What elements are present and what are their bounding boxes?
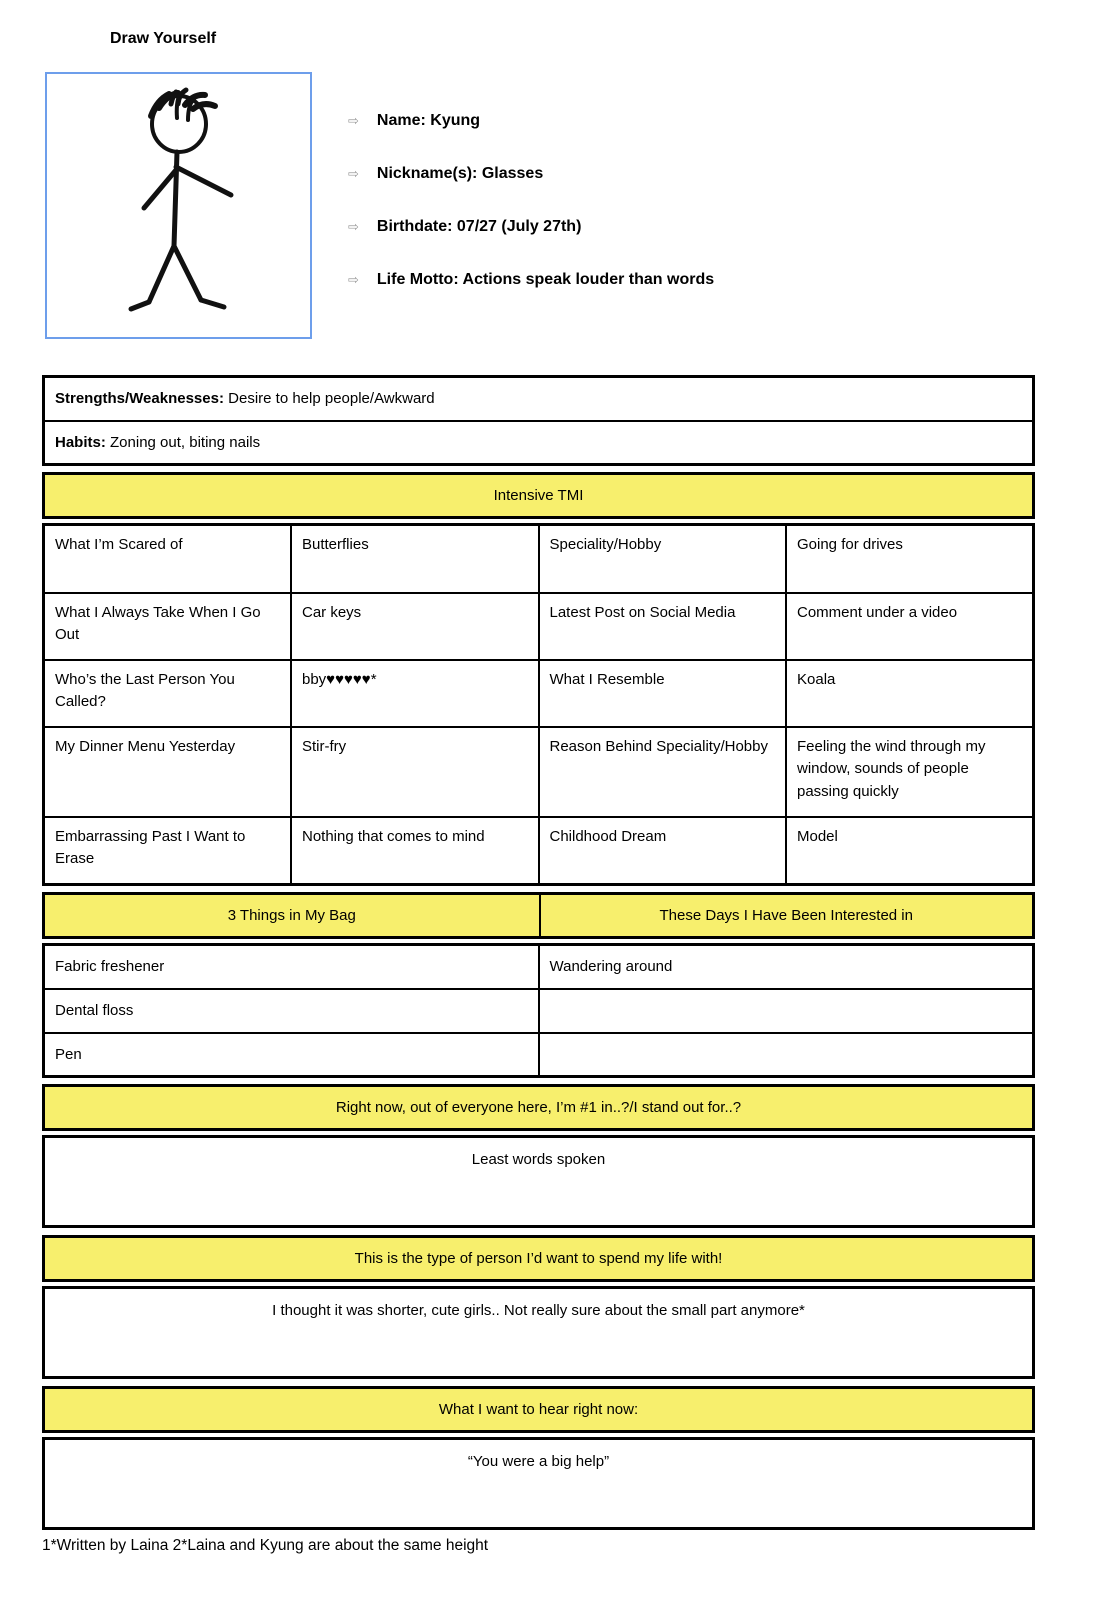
answer-want-to-hear: “You were a big help” — [42, 1437, 1035, 1530]
tmi-answer-cell: Koala — [786, 660, 1034, 727]
traits-value: Zoning out, biting nails — [110, 433, 261, 451]
interest-item-cell: Wandering around — [539, 945, 1034, 989]
table-row — [44, 525, 1034, 593]
section-header-bag-interests — [42, 892, 1035, 939]
header-section — [42, 72, 1114, 339]
footnote: 1*Written by Laina 2*Laina and Kyung are about the same height — [42, 1537, 489, 1554]
identity-text: Nickname(s): Glasses — [376, 165, 544, 182]
section-header-number-one: Right now, out of everyone here, I’m #1 in..?/I stand out for..? — [42, 1084, 1035, 1131]
table-row — [44, 1033, 1034, 1077]
identity-text: Birthdate: 07/27 (July 27th) — [376, 218, 582, 235]
table-row — [44, 660, 1034, 727]
section-header-life-partner: This is the type of person I’d want to spend my life with! — [42, 1235, 1035, 1282]
arrow-bullet-icon: ⇨ — [348, 113, 359, 129]
tmi-answer-cell: bby♥♥♥♥♥* — [291, 660, 539, 727]
arrow-bullet-icon: ⇨ — [348, 219, 359, 235]
table-row — [44, 421, 1034, 465]
traits-label: Habits: — [55, 433, 106, 451]
page-title: Draw Yourself — [110, 30, 217, 47]
tmi-question-cell: What I’m Scared of — [44, 525, 292, 593]
table-row — [44, 945, 1034, 989]
tmi-answer-cell: Model — [786, 817, 1034, 885]
stick-figure-drawing — [47, 74, 310, 337]
interest-item-cell — [539, 1033, 1034, 1077]
traits-label: Strengths/Weaknesses: — [55, 390, 224, 408]
tmi-question-cell: What I Resemble — [539, 660, 787, 727]
form-body — [42, 375, 1035, 1555]
self-portrait-box — [45, 72, 312, 339]
identity-item-birthdate — [348, 218, 714, 236]
interest-item-cell — [539, 989, 1034, 1033]
section-header-interests: These Days I Have Been Interested in — [539, 895, 1033, 936]
identity-list — [348, 112, 714, 339]
tmi-question-cell: Embarrassing Past I Want to Erase — [44, 817, 292, 885]
table-row — [44, 989, 1034, 1033]
bag-interests-table — [42, 943, 1035, 1078]
identity-item-motto — [348, 271, 714, 289]
tmi-question-cell: Speciality/Hobby — [539, 525, 787, 593]
bag-item-cell: Fabric freshener — [44, 945, 539, 989]
answer-number-one: Least words spoken — [42, 1135, 1035, 1228]
tmi-answer-cell: Car keys — [291, 593, 539, 660]
identity-item-name — [348, 112, 714, 130]
section-header-want-to-hear: What I want to hear right now: — [42, 1386, 1035, 1433]
tmi-answer-cell: Going for drives — [786, 525, 1034, 593]
section-header-bag: 3 Things in My Bag — [227, 907, 356, 924]
table-row — [44, 593, 1034, 660]
traits-value: Desire to help people/Awkward — [228, 390, 435, 408]
tmi-question-cell: Who’s the Last Person You Called? — [44, 660, 292, 727]
tmi-question-cell: What I Always Take When I Go Out — [44, 593, 292, 660]
bag-item-cell: Pen — [44, 1033, 539, 1077]
tmi-question-cell: Childhood Dream — [539, 817, 787, 885]
table-row — [44, 377, 1034, 421]
identity-item-nickname — [348, 165, 714, 183]
bag-item-cell: Dental floss — [44, 989, 539, 1033]
traits-table — [42, 375, 1035, 466]
tmi-answer-cell: Nothing that comes to mind — [291, 817, 539, 885]
tmi-answer-cell: Comment under a video — [786, 593, 1034, 660]
identity-text: Life Motto: Actions speak louder than words — [376, 271, 715, 288]
tmi-question-cell: Latest Post on Social Media — [539, 593, 787, 660]
section-header-intensive-tmi: Intensive TMI — [42, 472, 1035, 519]
table-row — [44, 727, 1034, 817]
identity-text: Name: Kyung — [376, 112, 481, 129]
tmi-answer-cell: Stir-fry — [291, 727, 539, 817]
arrow-bullet-icon: ⇨ — [348, 166, 359, 182]
tmi-answer-cell: Feeling the wind through my window, sounds of people passing quickly — [786, 727, 1034, 817]
traits-cell — [44, 377, 1034, 421]
tmi-answer-cell: Butterflies — [291, 525, 539, 593]
traits-cell — [44, 421, 1034, 465]
tmi-table — [42, 523, 1035, 886]
tmi-question-cell: Reason Behind Speciality/Hobby — [539, 727, 787, 817]
table-row — [44, 817, 1034, 885]
answer-life-partner: I thought it was shorter, cute girls.. Not really sure about the small part anymore* — [42, 1286, 1035, 1379]
arrow-bullet-icon: ⇨ — [348, 272, 359, 288]
tmi-question-cell: My Dinner Menu Yesterday — [44, 727, 292, 817]
